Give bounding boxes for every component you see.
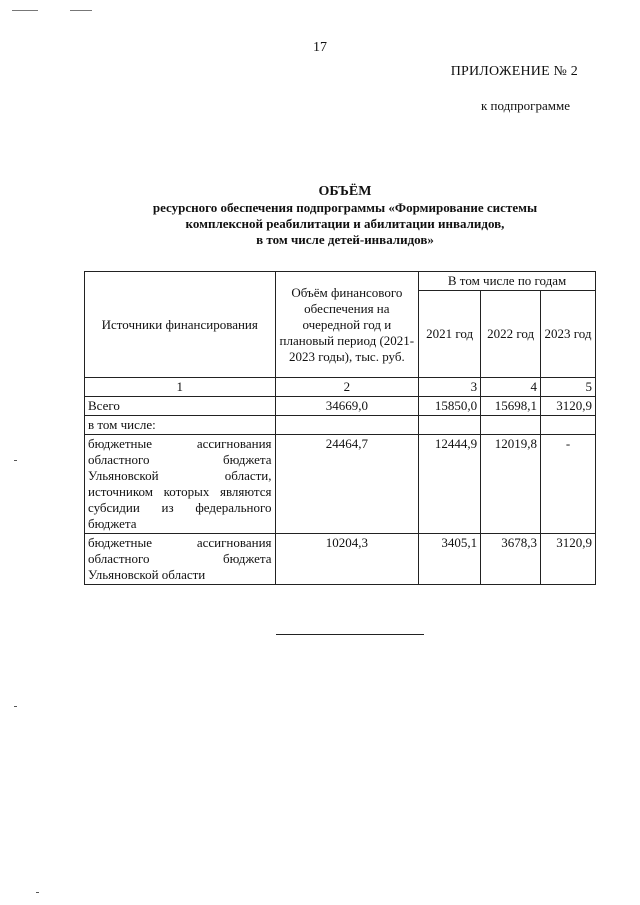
- col-number: 5: [541, 378, 596, 397]
- row-2022: 15698,1: [481, 397, 541, 416]
- page-number: 17: [313, 40, 327, 55]
- row-source: Всего: [85, 397, 276, 416]
- header-by-years: В том числе по годам: [419, 272, 596, 291]
- table-row: [85, 397, 596, 416]
- row-2022: 12019,8: [481, 435, 541, 534]
- closing-rule: [276, 634, 424, 635]
- row-source: бюджетные ассигнования областного бюджета Ульяновской области, источником которых являются субсидии из федерального бюджета: [85, 435, 276, 534]
- row-total: 10204,3: [275, 534, 419, 585]
- col-number: 4: [481, 378, 541, 397]
- title-line-3: комплексной реабилитации и абилитации инвалидов,: [185, 216, 505, 231]
- document-title: [100, 184, 590, 248]
- row-2023: 3120,9: [541, 534, 596, 585]
- col-number: 1: [85, 378, 276, 397]
- title-line-4: в том числе детей-инвалидов»: [256, 232, 434, 247]
- table-row: [85, 435, 596, 534]
- row-2022: [481, 416, 541, 435]
- scan-mark: [70, 10, 92, 11]
- row-2022: 3678,3: [481, 534, 541, 585]
- col-number: 3: [419, 378, 481, 397]
- row-2023: 3120,9: [541, 397, 596, 416]
- row-2021: [419, 416, 481, 435]
- row-source: бюджетные ассигнования областного бюджета Ульяновской области: [85, 534, 276, 585]
- header-volume: Объём финансового обеспечения на очередной год и плановый период (2021-2023 годы), тыс. руб.: [275, 272, 419, 378]
- table-row: [85, 534, 596, 585]
- header-year-2021: 2021 год: [419, 291, 481, 378]
- title-line-1: ОБЪЁМ: [318, 184, 372, 199]
- column-numbers-row: [85, 378, 596, 397]
- scan-dot: [14, 706, 17, 707]
- header-year-2022: 2022 год: [481, 291, 541, 378]
- resource-table: [84, 271, 596, 585]
- row-2023: [541, 416, 596, 435]
- row-2023: -: [541, 435, 596, 534]
- col-number: 2: [275, 378, 419, 397]
- row-source: в том числе:: [85, 416, 276, 435]
- row-2021: 15850,0: [419, 397, 481, 416]
- header-year-2023: 2023 год: [541, 291, 596, 378]
- row-total: [275, 416, 419, 435]
- title-line-2: ресурсного обеспечения подпрограммы «Формирование системы: [152, 200, 538, 215]
- appendix-label: ПРИЛОЖЕНИЕ № 2: [450, 64, 578, 79]
- table-row: [85, 416, 596, 435]
- scan-mark: [12, 10, 38, 11]
- row-2021: 3405,1: [419, 534, 481, 585]
- header-row: [85, 272, 596, 291]
- scan-dot: [36, 892, 39, 893]
- header-sources: Источники финансирования: [85, 272, 276, 378]
- subprogram-label: к подпрограмме: [480, 98, 570, 113]
- row-total: 24464,7: [275, 435, 419, 534]
- row-2021: 12444,9: [419, 435, 481, 534]
- row-total: 34669,0: [275, 397, 419, 416]
- scan-dot: [14, 460, 17, 461]
